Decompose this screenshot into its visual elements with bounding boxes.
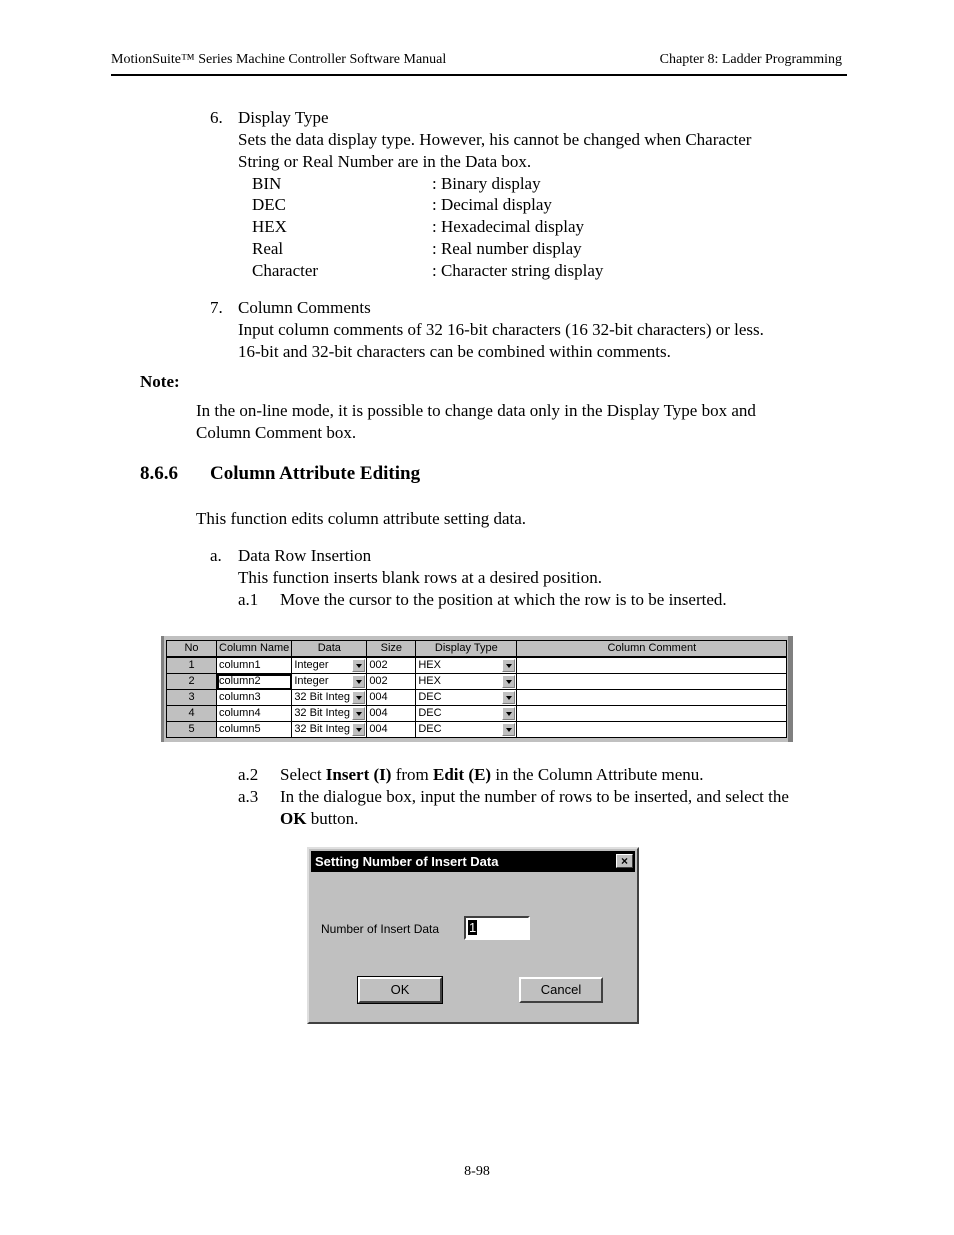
type-name: HEX [252, 217, 287, 236]
dropdown-arrow-icon[interactable] [502, 723, 515, 736]
type-name: DEC [252, 195, 286, 214]
step-a2-pre: Select [280, 765, 326, 784]
type-name: Character [252, 261, 319, 280]
item6-line1: Sets the data display type. However, his cannot be changed when Character [238, 130, 752, 149]
insert-count-label: Number of Insert Data [321, 922, 440, 936]
table-row [167, 690, 787, 706]
display-type-value: DEC [418, 707, 442, 719]
header-chapter: Chapter 8: Ladder Programming [659, 52, 842, 67]
dropdown-arrow-icon[interactable] [352, 659, 365, 672]
step-a2-text [280, 764, 704, 786]
section-intro: This function edits column attribute setting data. [196, 509, 527, 528]
row-number[interactable]: 1 [167, 657, 217, 674]
section-title: Column Attribute Editing [210, 463, 421, 484]
column-attribute-grid [161, 636, 793, 742]
column-comment-cell[interactable] [517, 690, 787, 706]
display-type-select[interactable] [416, 657, 517, 674]
insert-count-input[interactable] [464, 916, 530, 940]
dropdown-arrow-icon[interactable] [502, 675, 515, 688]
header-title: MotionSuite™ Series Machine Controller Software Manual [111, 52, 447, 67]
display-type-select[interactable] [416, 722, 517, 738]
step-a3-line1: In the dialogue box, input the number of rows to be inserted, and select the [280, 787, 789, 806]
dialog-title: Setting Number of Insert Data [315, 854, 499, 869]
dropdown-arrow-icon[interactable] [352, 691, 365, 704]
step-a1-text: Move the cursor to the position at which the row is to be inserted. [280, 590, 727, 609]
column-name-cell[interactable]: column3 [217, 690, 292, 706]
item7-line1: Input column comments of 32 16-bit characters (16 32-bit characters) or less. [238, 320, 764, 339]
insert-data-dialog [307, 847, 639, 1024]
grid-header-row [167, 641, 787, 658]
display-type-value: HEX [418, 675, 441, 687]
ok-button[interactable]: OK [358, 977, 442, 1003]
table-row [167, 722, 787, 738]
column-name-cell[interactable]: column5 [217, 722, 292, 738]
row-number[interactable]: 5 [167, 722, 217, 738]
table-row [167, 674, 787, 690]
data-type-select[interactable] [292, 722, 367, 738]
row-number[interactable]: 4 [167, 706, 217, 722]
row-number[interactable]: 3 [167, 690, 217, 706]
type-name: Real [252, 239, 284, 258]
close-icon[interactable]: × [616, 854, 633, 868]
item6-number: 6. [210, 108, 223, 127]
data-type-value: 32 Bit Integ [294, 723, 350, 735]
item7-title: Column Comments [238, 298, 371, 317]
header-data[interactable]: Data [292, 641, 367, 658]
column-name-cell-selected[interactable]: column2 [217, 674, 292, 690]
column-comment-cell[interactable] [517, 722, 787, 738]
display-type-select[interactable] [416, 706, 517, 722]
step-a-number: a. [210, 546, 222, 565]
size-cell[interactable]: 002 [367, 674, 416, 690]
item6-line2: String or Real Number are in the Data box. [238, 152, 532, 171]
cancel-button[interactable]: Cancel [519, 977, 603, 1003]
data-type-value: Integer [294, 675, 329, 687]
header-column-comment[interactable]: Column Comment [517, 641, 787, 658]
dialog-title-bar[interactable] [311, 851, 635, 872]
header-rule [111, 74, 847, 76]
type-desc: : Hexadecimal display [432, 217, 585, 236]
item7-number: 7. [210, 298, 223, 317]
header-column-name[interactable]: Column Name [217, 641, 292, 658]
size-cell[interactable]: 004 [367, 690, 416, 706]
step-a1-number: a.1 [238, 590, 259, 609]
item7-line2: 16-bit and 32-bit characters can be combined within comments. [238, 342, 671, 361]
data-type-select[interactable] [292, 706, 367, 722]
table-row [167, 657, 787, 674]
data-type-select[interactable] [292, 674, 367, 690]
size-cell[interactable]: 002 [367, 657, 416, 674]
column-comment-cell[interactable] [517, 657, 787, 674]
dropdown-arrow-icon[interactable] [502, 659, 515, 672]
table-row [167, 706, 787, 722]
type-desc: : Character string display [432, 261, 604, 280]
note-line2: Column Comment box. [196, 423, 357, 442]
column-name-cell[interactable]: column1 [217, 657, 292, 674]
section-number: 8.6.6 [140, 463, 178, 484]
ok-button-name: OK [280, 809, 307, 828]
type-desc: : Real number display [432, 239, 582, 258]
page-number: 8-98 [464, 1164, 490, 1179]
header-display-type[interactable]: Display Type [416, 641, 517, 658]
column-comment-cell[interactable] [517, 706, 787, 722]
dropdown-arrow-icon[interactable] [352, 675, 365, 688]
type-name: BIN [252, 174, 282, 193]
edit-menu-name: Edit (E) [432, 765, 492, 784]
dropdown-arrow-icon[interactable] [352, 723, 365, 736]
data-type-value: 32 Bit Integ [294, 691, 350, 703]
display-type-select[interactable] [416, 674, 517, 690]
dropdown-arrow-icon[interactable] [352, 707, 365, 720]
size-cell[interactable]: 004 [367, 706, 416, 722]
data-type-select[interactable] [292, 657, 367, 674]
dropdown-arrow-icon[interactable] [502, 707, 515, 720]
step-a2-mid: from [391, 765, 433, 784]
step-a3-post: button. [306, 809, 359, 828]
insert-count-value: 1 [469, 920, 477, 935]
item6-title: Display Type [238, 108, 329, 127]
step-a3-line2 [280, 808, 358, 830]
display-type-select[interactable] [416, 690, 517, 706]
column-name-cell[interactable]: column4 [217, 706, 292, 722]
display-type-value: HEX [418, 659, 441, 671]
step-a-title: Data Row Insertion [238, 546, 372, 565]
size-cell[interactable]: 004 [367, 722, 416, 738]
step-a2-post: in the Column Attribute menu. [491, 765, 704, 784]
column-comment-cell[interactable] [517, 674, 787, 690]
insert-menu-name: Insert (I) [325, 765, 392, 784]
row-number[interactable]: 2 [167, 674, 217, 690]
display-type-value: DEC [418, 691, 442, 703]
step-a2-number: a.2 [238, 765, 259, 784]
data-type-value: Integer [294, 659, 329, 671]
header-no[interactable]: No [167, 641, 217, 658]
type-desc: : Decimal display [432, 195, 552, 214]
step-a3-number: a.3 [238, 787, 259, 806]
header-size[interactable]: Size [367, 641, 416, 658]
note-label: Note: [140, 372, 180, 391]
note-line1: In the on-line mode, it is possible to change data only in the Display Type box and [196, 401, 756, 420]
data-type-select[interactable] [292, 690, 367, 706]
display-type-value: DEC [418, 723, 442, 735]
step-a-desc: This function inserts blank rows at a desired position. [238, 568, 603, 587]
data-type-value: 32 Bit Integ [294, 707, 350, 719]
type-desc: : Binary display [432, 174, 541, 193]
dropdown-arrow-icon[interactable] [502, 691, 515, 704]
